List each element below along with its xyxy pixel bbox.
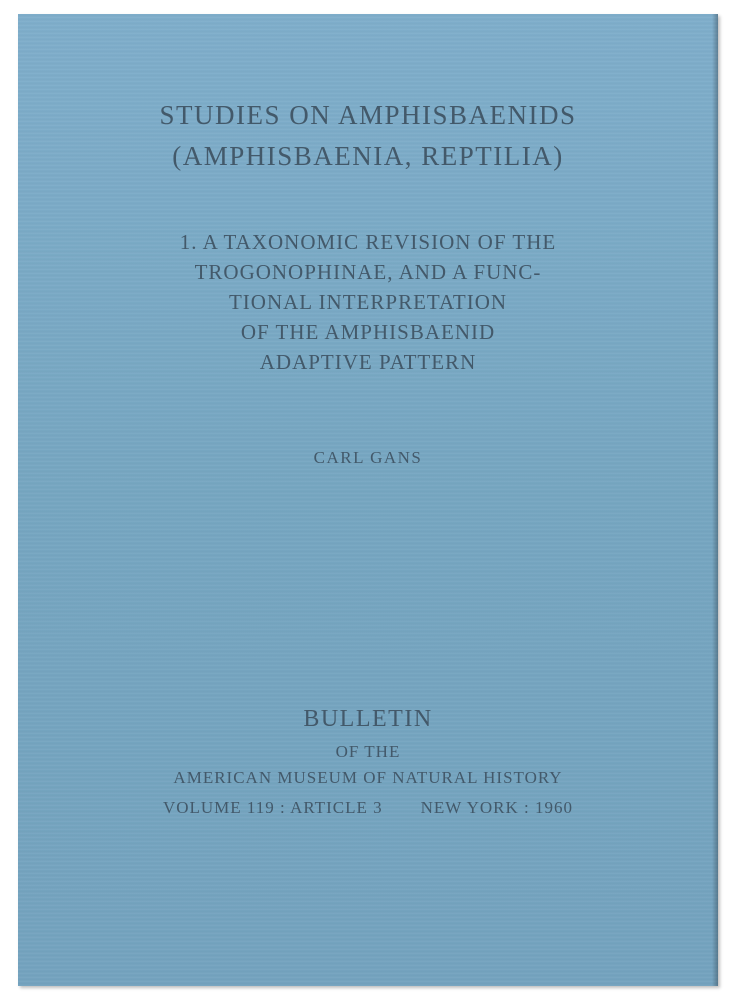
of-the-text: OF THE	[335, 742, 401, 761]
cover-edge-shadow	[712, 14, 718, 986]
title-line-2: (AMPHISBAENIA, REPTILIA)	[172, 141, 564, 171]
place-year: NEW YORK : 1960	[420, 798, 574, 817]
subtitle-line-5: ADAPTIVE PATTERN	[259, 350, 477, 374]
book-cover	[18, 14, 718, 986]
author-name: CARL GANS	[313, 448, 423, 467]
subtitle-line-3: TIONAL INTERPRETATION	[228, 290, 508, 314]
volume-article: VOLUME 119 : ARTICLE 3	[162, 798, 383, 817]
museum-name: AMERICAN MUSEUM OF NATURAL HISTORY	[173, 768, 563, 787]
title-line-1: STUDIES ON AMPHISBAENIDS	[159, 100, 577, 130]
subtitle-line-2: TROGONOPHINAE, AND A FUNC-	[194, 260, 542, 284]
subtitle-line-4: OF THE AMPHISBAENID	[240, 320, 496, 344]
subtitle-line-1: 1. A TAXONOMIC REVISION OF THE	[179, 230, 557, 254]
publication-info	[18, 798, 718, 818]
bulletin-heading: BULLETIN	[303, 706, 433, 732]
